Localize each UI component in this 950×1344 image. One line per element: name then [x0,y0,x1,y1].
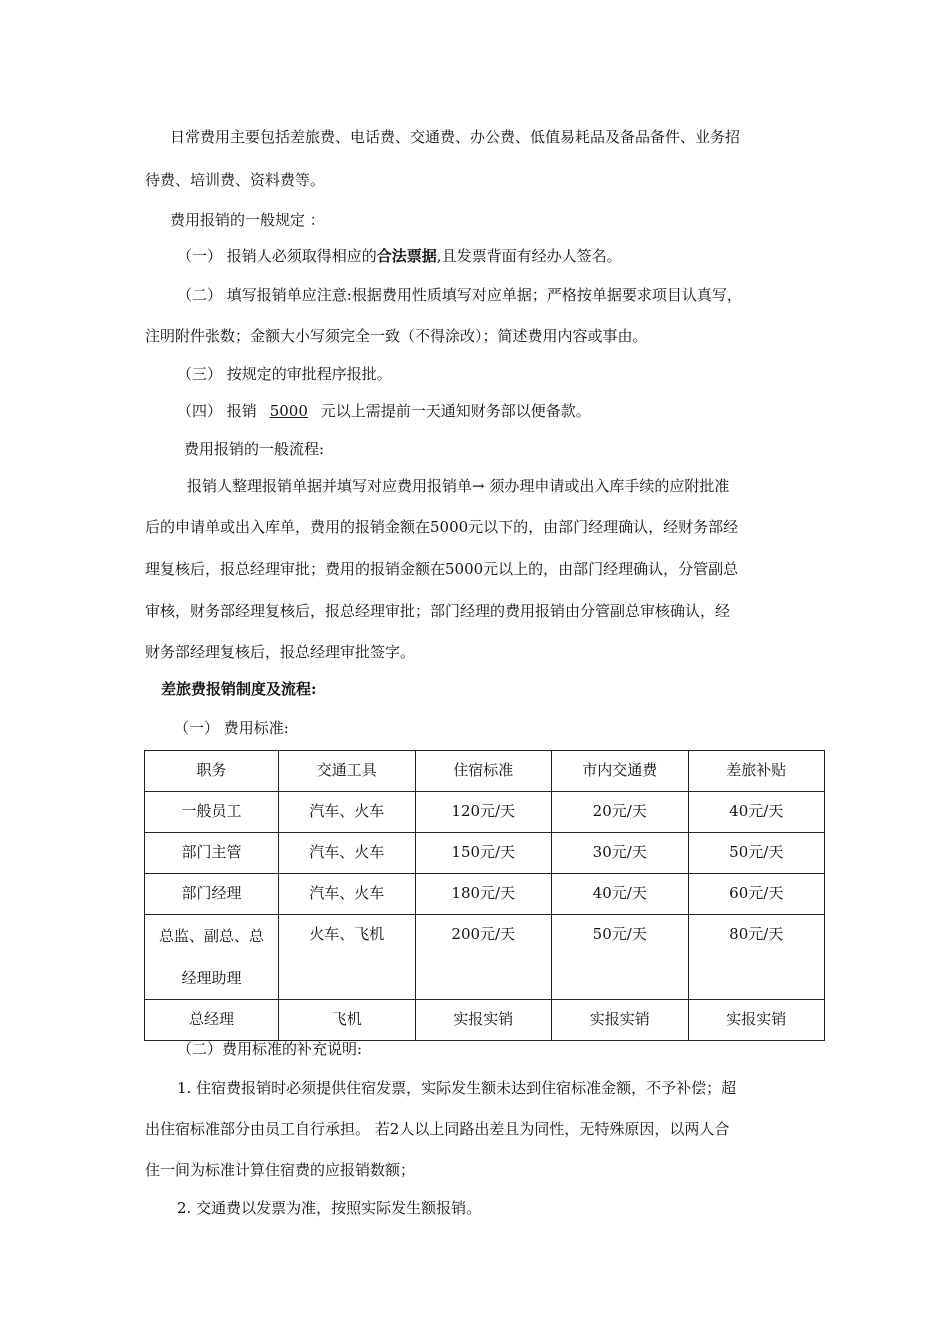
standard-label: （一） 费用标准: [174,719,289,737]
table-row [145,874,825,915]
note-1-line-2: 出住宿标准部分由员工自行承担。 若2人以上同路出差且为同性，无特殊原因，以两人合 [145,1120,730,1138]
header-cell: 交通工具 [279,751,416,792]
table-cell-line: 经理助理 [181,969,242,987]
table-cell: 60元/天 [688,874,825,915]
intro-line-1: 日常费用主要包括差旅费、电话费、交通费、办公费、低值易耗品及备品备件、业务招 [170,128,741,146]
table-row [145,1000,825,1041]
table-row [145,792,825,833]
table-cell: 部门经理 [145,874,279,915]
table-cell: 150元/天 [415,833,552,874]
header-cell: 住宿标准 [415,751,552,792]
note-1-line-3: 住一间为标准计算住宿费的应报销数额； [145,1161,416,1179]
table-cell: 总经理 [145,1000,279,1041]
table-cell: 80元/天 [688,915,825,1000]
table-row [145,833,825,874]
table-cell: 50元/天 [688,833,825,874]
header-cell: 职务 [145,751,279,792]
rule-1 [177,246,622,266]
travel-heading: 差旅费报销制度及流程: [161,680,317,698]
process-line-3: 理复核后，报总经理审批；费用的报销金额在5000元以上的，由部门经理确认，分管副总 [145,560,739,578]
rule-4-prefix: （四） 报销 [177,402,257,420]
table-cell: 部门主管 [145,833,279,874]
rule-4 [177,401,591,421]
table-cell: 汽车、火车 [279,792,416,833]
table-cell: 180元/天 [415,874,552,915]
process-line-4: 审核，财务部经理复核后，报总经理审批；部门经理的费用报销由分管副总审核确认，经 [145,602,731,620]
table-row [145,915,825,1000]
note-2: 2. 交通费以发票为准，按照实际发生额报销。 [177,1199,482,1217]
header-cell: 差旅补贴 [688,751,825,792]
table-cell: 50元/天 [552,915,689,1000]
process-heading: 费用报销的一般流程: [184,440,325,458]
table-cell: 40元/天 [688,792,825,833]
table-cell: 40元/天 [552,874,689,915]
general-rules-heading: 费用报销的一般规定 ： [170,211,325,229]
table-cell: 汽车、火车 [279,874,416,915]
rule-2-line-2: 注明附件张数；金额大小写须完全一致（不得涂改）；简述费用内容或事由。 [145,327,648,345]
rule-1-bold: 合法票据 [376,247,437,265]
table-cell: 20元/天 [552,792,689,833]
table-cell-line: 总监、副总、总 [158,927,264,945]
rule-1-prefix: （一） 报销人必须取得相应的 [177,247,377,265]
rule-4-amount: 5000 [269,402,308,420]
table-cell [145,915,279,1000]
table-cell: 120元/天 [415,792,552,833]
table-header-row [145,751,825,792]
table-cell: 实报实销 [688,1000,825,1041]
supplement-label: （二）费用标准的补充说明: [177,1040,363,1058]
table-cell: 一般员工 [145,792,279,833]
rule-1-suffix: ,且发票背面有经办人签名。 [436,247,622,265]
header-cell: 市内交通费 [552,751,689,792]
rule-2-line-1: （二） 填写报销单应注意:根据费用性质填写对应单据；严格按单据要求项目认真写， [177,286,742,304]
note-1-line-1: 1. 住宿费报销时必须提供住宿发票，实际发生额未达到住宿标准金额，不予补偿；超 [177,1079,737,1097]
table-cell: 汽车、火车 [279,833,416,874]
rule-3: （三） 按规定的审批程序报批。 [177,365,392,383]
table-cell: 200元/天 [415,915,552,1000]
table-cell: 30元/天 [552,833,689,874]
process-line-5: 财务部经理复核后，报总经理审批签字。 [145,643,416,661]
process-line-2: 后的申请单或出入库单，费用的报销金额在5000元以下的，由部门经理确认，经财务部经 [145,518,739,536]
table-cell: 火车、飞机 [279,915,416,1000]
intro-line-2: 待费、培训费、资料费等。 [145,171,326,189]
expense-standard-table [144,750,825,1041]
rule-4-suffix: 元以上需提前一天通知财务部以便备款。 [320,402,591,420]
table-cell: 飞机 [279,1000,416,1041]
process-line-1: 报销人整理报销单据并填写对应费用报销单→ 须办理申请或出入库手续的应附批准 [187,477,730,495]
table-cell: 实报实销 [552,1000,689,1041]
table-cell: 实报实销 [415,1000,552,1041]
